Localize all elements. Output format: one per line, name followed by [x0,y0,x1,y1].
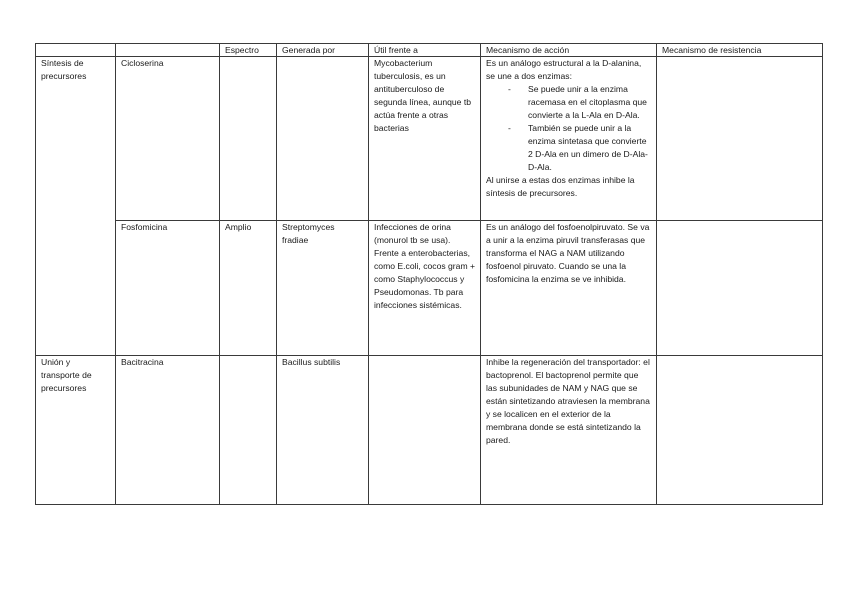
mechanism-outro: Al unirse a estas dos enzimas inhibe la síntesis de precursores. [486,175,635,198]
table-row [36,57,823,221]
spectrum-cell: Amplio [220,221,277,356]
table-row [36,356,823,505]
drug-name: Fosfomicina [116,221,220,356]
mechanism-intro: Es un análogo estructural a la D-alanina, se une a dos enzimas: [486,58,642,81]
spectrum-cell [220,57,277,221]
group-label: Unión y transporte de precursores [36,356,116,505]
mechanism-bullet: - También se puede unir a la enzima sintetasa que convierte 2 D-Ala en un dimero de D-Ala-D-Ala. [528,122,651,174]
produced-by-cell: Bacillus subtilis [277,356,369,505]
header-resistance: Mecanismo de resistencia [657,44,823,57]
mechanism-bullet: - Se puede unir a la enzima racemasa en el citoplasma que convierte a la L-Ala en D-Ala. [528,83,651,122]
header-group [36,44,116,57]
mechanism-cell: Inhibe la regeneración del transportador: el bactoprenol. El bactoprenol permite que las subunidades de NAM y NAG que se están sintetizando atraviesen la membrana y se localicen en el exterior de la membrana donde se está sintetizando la pared. [481,356,657,505]
mechanism-list [486,83,651,174]
header-row [36,44,823,57]
useful-against-cell: Infecciones de orina (monurol tb se usa). Frente a enterobacterias, como E.coli, cocos gram + como Staphylococcus y Pseudomonas. Tb para infecciones sistémicas. [369,221,481,356]
mechanism-cell: Es un análogo del fosfoenolpiruvato. Se va a unir a la enzima piruvil transferasas que transforma el NAG a NAM utilizando fosfoenol piruvato. Cuando se una la fosfomicina la enzima se ve inhibida. [481,221,657,356]
drug-name: Cicloserina [116,57,220,221]
header-produced-by: Generada por [277,44,369,57]
header-spectrum: Espectro [220,44,277,57]
resistance-cell [657,356,823,505]
drug-name: Bacitracina [116,356,220,505]
header-mechanism: Mecanismo de acción [481,44,657,57]
table-row [36,221,823,356]
produced-by-cell [277,57,369,221]
antibiotics-table [35,43,823,505]
useful-against-cell: Mycobacterium tuberculosis, es un antituberculoso de segunda línea, aunque tb actúa frente a otras bacterias [369,57,481,221]
resistance-cell [657,221,823,356]
header-drug [116,44,220,57]
mechanism-cell [481,57,657,221]
produced-by-cell: Streptomyces fradiae [277,221,369,356]
useful-against-cell [369,356,481,505]
spectrum-cell [220,356,277,505]
resistance-cell [657,57,823,221]
header-useful-against: Útil frente a [369,44,481,57]
group-label: Síntesis de precursores [36,57,116,356]
